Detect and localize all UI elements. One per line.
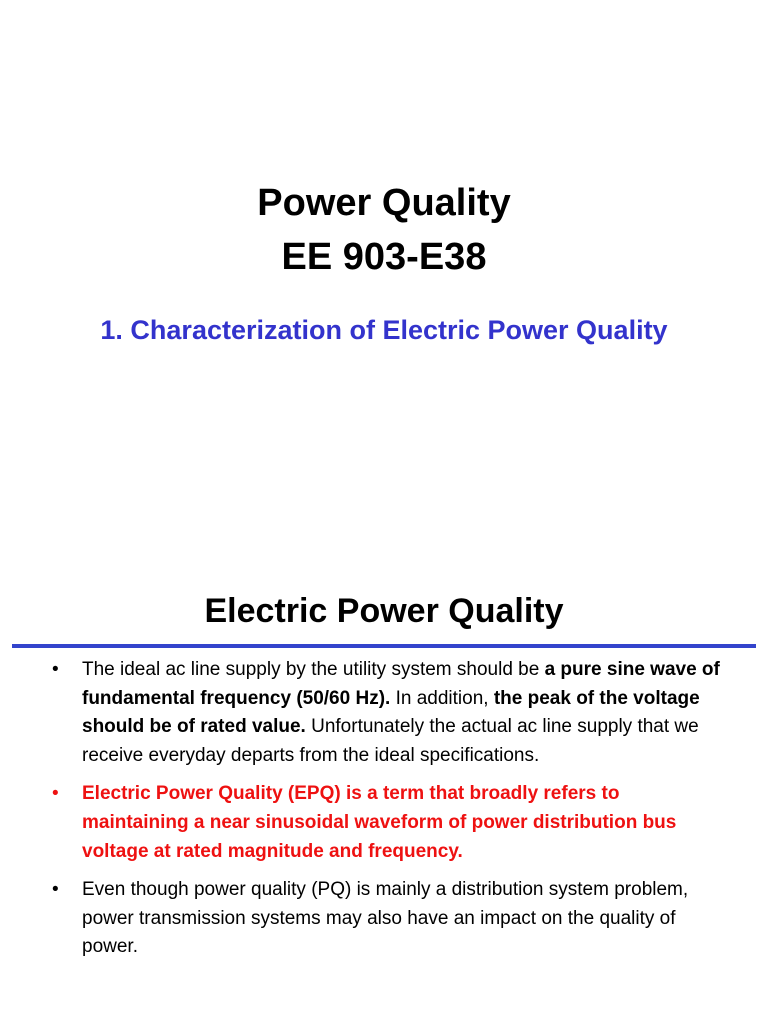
bullet-text-segment: In addition,: [390, 687, 494, 709]
title-line-2: EE 903-E38: [281, 236, 487, 278]
bullet-text-segment: Unfortunately the actual ac line supply that we receive everyday departs from the ideal specifications.: [82, 716, 699, 766]
bullet-list: [48, 656, 728, 972]
bullet-dot-icon: •: [52, 879, 59, 901]
bullet-text-segment: Even though power quality (PQ) is mainly a distribution system problem, power transmission systems may also have an impact on the quality of power.: [82, 879, 689, 958]
bullet-dot-icon: •: [52, 659, 59, 680]
bullet-text-segment: The ideal ac line supply by the utility system should be: [82, 659, 545, 680]
bullet-text-segment: a pure sine wave of fundamental frequency (50/60 Hz).: [82, 659, 720, 709]
bullet-item: [48, 780, 728, 866]
bullet-text-segment: Electric Power Quality (EPQ) is a term that broadly refers to maintaining a near sinusoidal waveform of power distribution bus voltage at rated magnitude and frequency.: [82, 783, 677, 862]
bullet-dot-icon: •: [52, 783, 59, 805]
title-underline: [12, 644, 756, 648]
bullet-text-segment: the peak of the voltage should be of rated value.: [82, 687, 700, 738]
slide-subtitle: 1. Characterization of Electric Power Quality: [100, 315, 668, 345]
title-line-1: Power Quality: [257, 182, 511, 224]
slide-title: Electric Power Quality: [204, 592, 564, 630]
bullet-item: [48, 876, 728, 962]
bullet-item: [48, 656, 728, 770]
content-slide: [0, 580, 768, 1024]
